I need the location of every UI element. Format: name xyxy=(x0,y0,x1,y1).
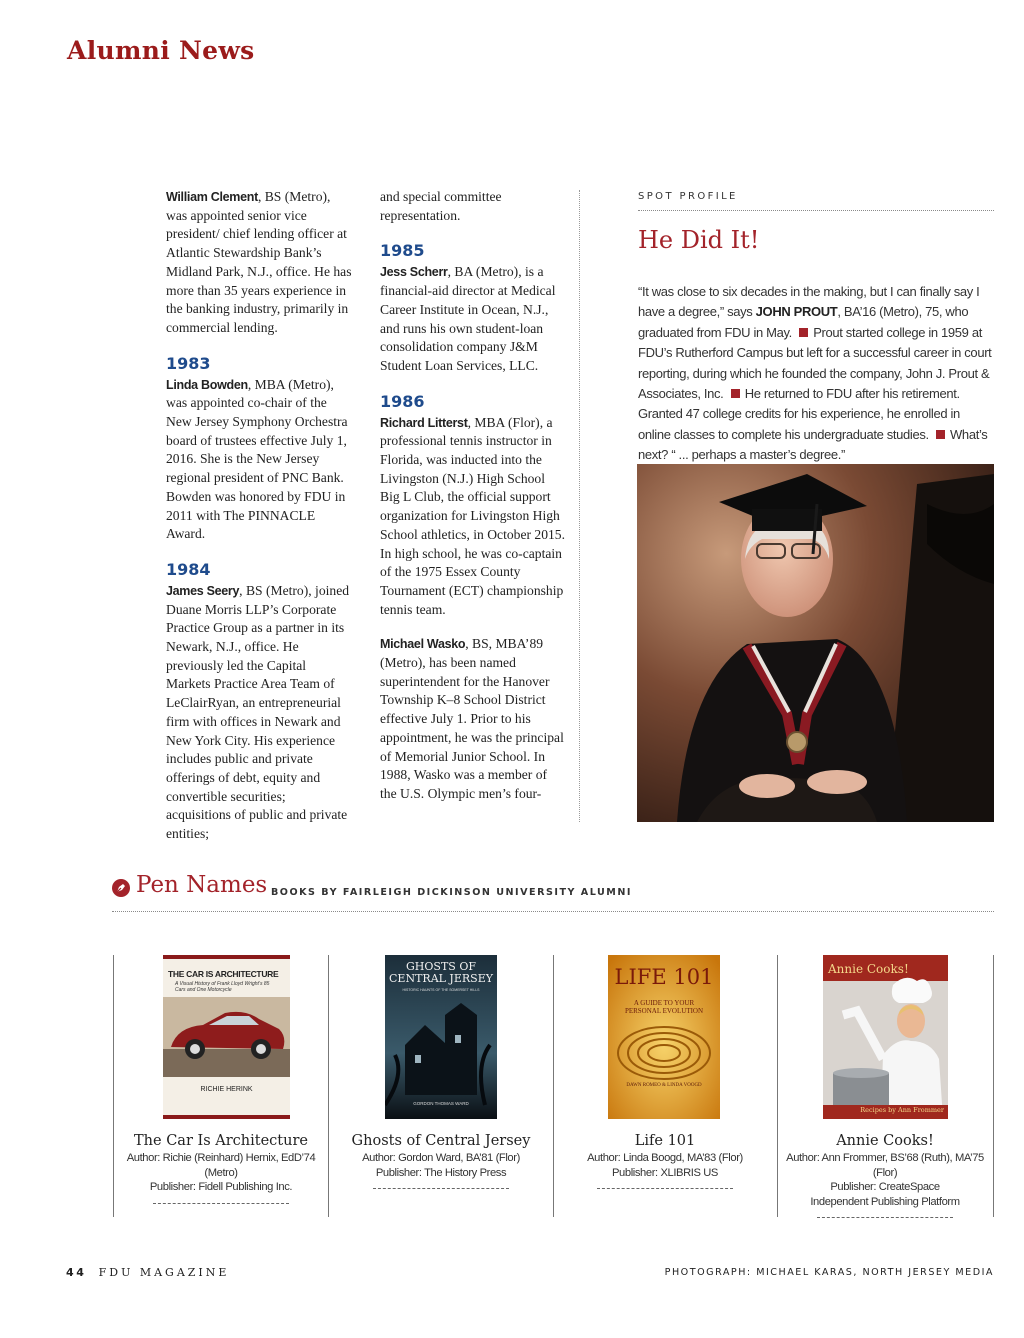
news-entry xyxy=(380,635,566,803)
magazine-name: FDU MAGAZINE xyxy=(98,1266,230,1279)
footer-folio xyxy=(66,1266,229,1279)
spot-profile-label: SPOT PROFILE xyxy=(638,191,738,202)
cover-subtitle: HISTORIC HAUNTS OF THE SOMERSET HILLS xyxy=(402,988,480,992)
book-info xyxy=(114,1131,328,1204)
book-cover xyxy=(608,955,720,1119)
year-heading: 1983 xyxy=(166,353,211,373)
alumnus-name: James Seery xyxy=(166,583,240,598)
book-author: Author: Linda Boogd, MA’83 (Flor) xyxy=(587,1152,743,1164)
square-bullet-icon xyxy=(799,328,808,337)
column-divider xyxy=(579,190,580,822)
cover-subtitle: A Visual History of Frank Lloyd Wright’s 85 Cars and One Motorcycle xyxy=(175,981,270,993)
news-entry xyxy=(166,376,352,544)
entry-text: , BS, MBA’89 (Metro), has been named superintendent for the Hanover Township K–8 School District effective July 1. Prior to his appointment, he was the principal of Memorial Junior School. In 1988, Wasko was a member of the U.S. Olympic men’s four- xyxy=(380,636,564,801)
cover-author: GORDON THOMAS WARD xyxy=(413,1101,469,1106)
book-divider xyxy=(328,955,329,1217)
pen-names-subtitle: BOOKS BY FAIRLEIGH DICKINSON UNIVERSITY ALUMNI xyxy=(271,887,632,898)
square-bullet-icon xyxy=(936,430,945,439)
cover-author: Recipes by Ann Frommer xyxy=(860,1106,944,1114)
profile-text: “It was close to six decades in the making, but I can finally say I have a degree,” says xyxy=(638,284,980,320)
book-title: Annie Cooks! xyxy=(836,1133,934,1149)
book-divider xyxy=(553,955,554,1217)
alumnus-name: Richard Litterst xyxy=(380,415,468,430)
cover-title xyxy=(385,961,497,985)
year-heading: 1984 xyxy=(166,559,211,579)
news-entry xyxy=(166,188,352,338)
cover-author: RICHIE HERINK xyxy=(200,1086,253,1093)
cover-title: THE CAR IS ARCHITECTURE xyxy=(168,969,279,979)
section-title: Alumni News xyxy=(67,36,255,65)
cover-author: DAWN ROMEO & LINDA VOOGD xyxy=(626,1083,702,1088)
pen-nib-icon xyxy=(112,879,130,897)
book-divider xyxy=(993,955,994,1217)
profile-text: , BA’16 (Metro), 75, who graduated from FDU in May. xyxy=(638,304,969,340)
graduate-illustration xyxy=(637,464,994,822)
year-heading: 1986 xyxy=(380,391,425,411)
pen-names-title: Pen Names xyxy=(136,872,268,898)
alumnus-name: Jess Scherr xyxy=(380,265,448,280)
book-publisher: Publisher: The History Press xyxy=(375,1166,507,1179)
car-illustration xyxy=(163,997,290,1077)
profile-text: Prout started college in 1959 at FDU’s Rutherford Campus but left for a successful career in court reporting, during which he founded the company, John J. Prout & Associates, Inc. xyxy=(638,324,992,402)
entry-text: , MBA (Metro), was appointed co-chair of the New Jersey Symphony Orchestra board of trustees effective July 1, 2016. She is the New Jersey regional president of PNC Bank. Bowden was honored by FDU in 2011 with The PINNACLE Award. xyxy=(166,376,348,542)
page-number: 44 xyxy=(66,1266,87,1279)
book-publisher: Publisher: XLIBRIS US xyxy=(611,1166,718,1179)
chef-illustration xyxy=(823,955,948,1119)
alumnus-name: Linda Bowden xyxy=(166,377,248,392)
alumnus-name: Michael Wasko xyxy=(380,637,466,652)
profile-text: What’s next? “ ... perhaps a master’s degree.” xyxy=(638,426,988,463)
news-entry xyxy=(380,263,566,375)
book-info xyxy=(558,1131,772,1189)
book-cover xyxy=(385,955,497,1119)
news-column-1 xyxy=(166,188,352,844)
book-author: Author: Ann Frommer, BS’68 (Ruth), MA’75 (Flor) xyxy=(786,1152,984,1179)
spot-profile-title: He Did It! xyxy=(638,226,760,254)
news-entry xyxy=(380,414,566,620)
entry-text: , BA (Metro), is a financial-aid director at Medical Career Institute in Ocean, N.J., and runs his own student-loan consolidation company J&M Student Loan Services, LLC. xyxy=(380,264,556,373)
book-title: Life 101 xyxy=(634,1133,696,1149)
cover-subtitle: A GUIDE TO YOUR PERSONAL EVOLUTION xyxy=(624,999,704,1015)
news-column-2 xyxy=(380,188,566,804)
book-publisher: Publisher: CreateSpace xyxy=(830,1181,940,1193)
book-dashed-rule xyxy=(373,1188,509,1189)
cover-title-line: GHOSTS OF xyxy=(406,960,476,973)
square-bullet-icon xyxy=(731,389,740,398)
entry-continuation: and special committee representation. xyxy=(380,189,502,223)
cover-title: LIFE 101 xyxy=(614,965,714,989)
book-publisher: Publisher: Fidell Publishing Inc. xyxy=(149,1181,293,1193)
entry-text: , BS (Metro), was appointed senior vice president/ chief lending officer at Atlantic Stewardship Bank’s Midland Park, N.J., office. He has more than 35 years experience in the banking industry, primarily in commercial lending. xyxy=(166,189,352,335)
cover-title: Annie Cooks! xyxy=(828,962,909,976)
year-heading: 1985 xyxy=(380,241,425,261)
book-info xyxy=(334,1131,548,1189)
alumnus-name: William Clement xyxy=(166,190,258,204)
book-title: The Car Is Architecture xyxy=(134,1133,308,1149)
spot-profile-body xyxy=(638,282,994,466)
graduate-photo xyxy=(637,464,994,822)
book-publisher-extra: Independent Publishing Platform xyxy=(810,1195,960,1208)
cover-title-line: CENTRAL JERSEY xyxy=(389,972,493,985)
entry-text: , MBA (Flor), a professional tennis instructor in Florida, was inducted into the Livingston (N.J.) High School Big L Club, the official support organization for Livingston High School athletics, in October 2015. In high school, he was co-captain of the 1975 Essex County Tournament (ECT) championship tennis team. xyxy=(380,414,565,617)
paragraph-gap xyxy=(380,619,566,635)
book-info xyxy=(778,1131,992,1218)
book-dashed-rule xyxy=(817,1217,953,1218)
book-dashed-rule xyxy=(597,1188,733,1189)
profile-name: JOHN PROUT xyxy=(755,304,838,320)
book-cover xyxy=(823,955,948,1119)
profile-text: He returned to FDU after his retirement. Granted 47 college credits for his experience, he enrolled in online classes to complete his undergraduate studies. xyxy=(638,386,960,442)
book-title: Ghosts of Central Jersey xyxy=(351,1133,531,1149)
book-author: Author: Gordon Ward, BA’81 (Flor) xyxy=(362,1152,520,1164)
news-entry xyxy=(166,582,352,844)
book-cover xyxy=(163,955,290,1119)
book-author: Author: Richie (Reinhard) Hernix, EdD’74 (Metro) xyxy=(126,1152,316,1179)
photo-credit: PHOTOGRAPH: MICHAEL KARAS, NORTH JERSEY MEDIA xyxy=(664,1267,994,1278)
book-dashed-rule xyxy=(153,1203,289,1204)
spot-profile-rule xyxy=(638,210,994,211)
entry-text: , BS (Metro), joined Duane Morris LLP’s Corporate Practice Group as a partner in its Newark, N.J., office. He previously led the Capital Markets Practice Area Team of LeClairRyan, an entrepreneurial firm with offices in Newark and New York City. His experience includes public and private offerings of debt, equity and convertible securities; acquisitions of public and private entities; xyxy=(166,582,350,842)
pen-names-rule xyxy=(112,911,994,912)
